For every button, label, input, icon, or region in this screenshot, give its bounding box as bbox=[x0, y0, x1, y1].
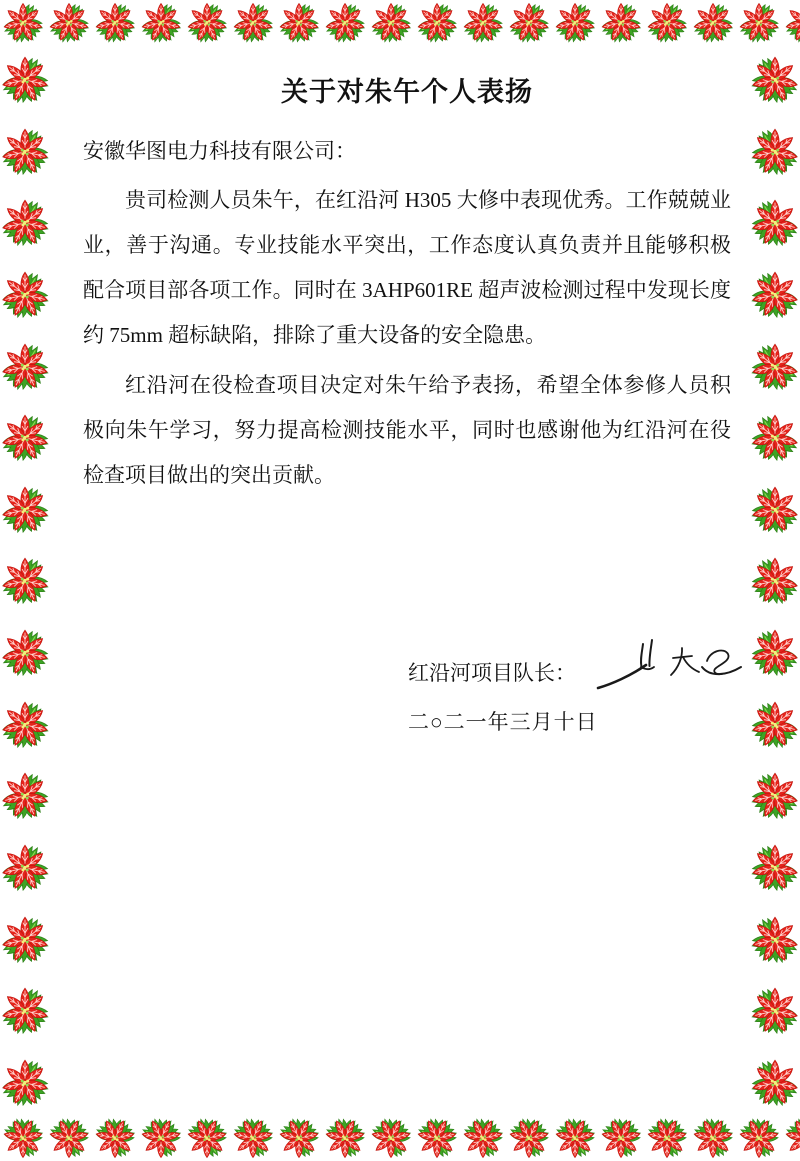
poinsettia-flower-icon bbox=[0, 983, 52, 1037]
poinsettia-flower-icon bbox=[736, 0, 782, 45]
poinsettia-flower-icon bbox=[138, 1116, 184, 1161]
poinsettia-flower-icon bbox=[0, 1116, 46, 1161]
closing-block bbox=[408, 648, 744, 745]
poinsettia-flower-icon bbox=[184, 1116, 230, 1161]
poinsettia-flower-icon bbox=[782, 1116, 800, 1161]
salutation: 安徽华图电力科技有限公司： bbox=[83, 139, 356, 163]
poinsettia-flower-icon bbox=[0, 267, 52, 321]
poinsettia-flower-icon bbox=[748, 1055, 800, 1109]
paragraph-1: 贵司检测人员朱午，在红沿河 H305 大修中表现优秀。工作兢兢业业，善于沟通。专业技能水平突出，工作态度认真负责并且能够积极配合项目部各项工作。同时在 3AHP601RE 超声波检测过程中发现长度约 75mm 超标缺陷，排除了重大设备的安全隐患。 bbox=[83, 188, 731, 347]
poinsettia-flower-icon bbox=[0, 625, 52, 679]
poinsettia-flower-icon bbox=[748, 410, 800, 464]
poinsettia-flower-icon bbox=[368, 1116, 414, 1161]
paragraph-2: 红沿河在役检查项目决定对朱午给予表扬，希望全体参修人员积极向朱午学习，努力提高检测技能水平，同时也感谢他为红沿河在役检查项目做出的突出贡献。 bbox=[83, 373, 731, 487]
poinsettia-flower-icon bbox=[748, 339, 800, 393]
letter-date: 二○二一年三月十日 bbox=[408, 710, 598, 734]
poinsettia-flower-icon bbox=[736, 1116, 782, 1161]
poinsettia-flower-icon bbox=[598, 1116, 644, 1161]
poinsettia-flower-icon bbox=[0, 124, 52, 178]
poinsettia-flower-icon bbox=[748, 52, 800, 106]
signature-label: 红沿河项目队长： bbox=[408, 661, 576, 685]
poinsettia-flower-icon bbox=[230, 1116, 276, 1161]
poinsettia-flower-icon bbox=[0, 553, 52, 607]
poinsettia-flower-icon bbox=[0, 0, 46, 45]
poinsettia-flower-icon bbox=[0, 912, 52, 966]
poinsettia-flower-icon bbox=[748, 768, 800, 822]
poinsettia-flower-icon bbox=[748, 840, 800, 894]
poinsettia-flower-icon bbox=[748, 195, 800, 249]
poinsettia-flower-icon bbox=[644, 1116, 690, 1161]
poinsettia-flower-icon bbox=[748, 267, 800, 321]
poinsettia-flower-icon bbox=[748, 553, 800, 607]
poinsettia-flower-icon bbox=[748, 124, 800, 178]
poinsettia-flower-icon bbox=[0, 195, 52, 249]
poinsettia-flower-icon bbox=[0, 482, 52, 536]
signature-image bbox=[594, 634, 744, 696]
poinsettia-flower-icon bbox=[276, 1116, 322, 1161]
poinsettia-flower-icon bbox=[782, 0, 800, 45]
poinsettia-flower-icon bbox=[0, 840, 52, 894]
poinsettia-border-right bbox=[750, 52, 800, 1109]
poinsettia-flower-icon bbox=[322, 1116, 368, 1161]
poinsettia-flower-icon bbox=[748, 912, 800, 966]
poinsettia-flower-icon bbox=[506, 1116, 552, 1161]
poinsettia-flower-icon bbox=[0, 1055, 52, 1109]
poinsettia-flower-icon bbox=[0, 768, 52, 822]
poinsettia-border-bottom bbox=[0, 1116, 800, 1161]
poinsettia-flower-icon bbox=[0, 697, 52, 751]
poinsettia-flower-icon bbox=[690, 1116, 736, 1161]
poinsettia-flower-icon bbox=[0, 52, 52, 106]
poinsettia-flower-icon bbox=[0, 410, 52, 464]
poinsettia-flower-icon bbox=[414, 1116, 460, 1161]
poinsettia-flower-icon bbox=[460, 1116, 506, 1161]
poinsettia-border-left bbox=[0, 52, 50, 1109]
poinsettia-flower-icon bbox=[748, 983, 800, 1037]
poinsettia-flower-icon bbox=[552, 1116, 598, 1161]
poinsettia-flower-icon bbox=[748, 697, 800, 751]
poinsettia-flower-icon bbox=[0, 339, 52, 393]
signature-row bbox=[408, 648, 744, 696]
poinsettia-flower-icon bbox=[748, 482, 800, 536]
letter-content bbox=[83, 0, 731, 734]
poinsettia-flower-icon bbox=[92, 1116, 138, 1161]
poinsettia-flower-icon bbox=[748, 625, 800, 679]
poinsettia-flower-icon bbox=[46, 1116, 92, 1161]
letter-title: 关于对朱午个人表扬 bbox=[281, 77, 533, 107]
